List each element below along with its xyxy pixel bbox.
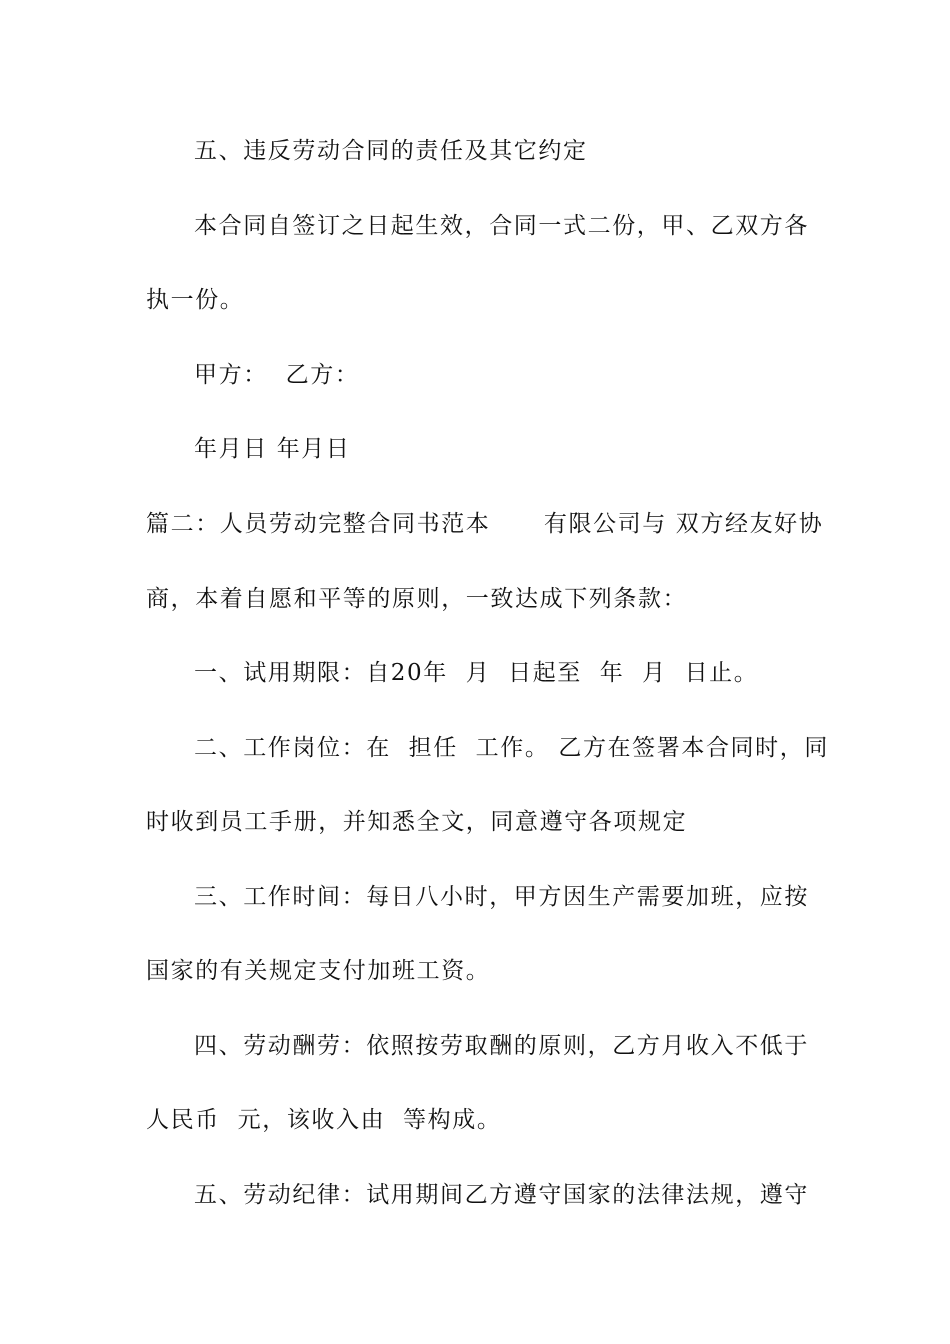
clause-line: 四、劳动酬劳：依照按劳取酬的原则，乙方月收入不低于 <box>194 1033 809 1059</box>
paragraph-line: 国家的有关规定支付加班工资。 <box>146 958 491 984</box>
paragraph-line: 本合同自签订之日起生效，合同一式二份，甲、乙双方各 <box>194 213 809 239</box>
clause-line: 二、工作岗位：在 担任 工作。 乙方在签署本合同时，同 <box>194 735 829 761</box>
paragraph-line: 时收到员工手册，并知悉全文，同意遵守各项规定 <box>146 809 688 835</box>
paragraph-line: 人民币 元，该收入由 等构成。 <box>146 1107 502 1133</box>
section-heading: 五、违反劳动合同的责任及其它约定 <box>194 138 588 164</box>
clause-line: 三、工作时间：每日八小时，甲方因生产需要加班，应按 <box>194 884 809 910</box>
signature-parties-line: 甲方： 乙方： <box>194 362 360 388</box>
paragraph-line: 商，本着自愿和平等的原则，一致达成下列条款： <box>146 586 688 612</box>
clause-line: 一、试用期限：自20年 月 日起至 年 月 日止。 <box>194 660 759 686</box>
paragraph-line: 执一份。 <box>146 287 245 313</box>
chapter-heading: 篇二：人员劳动完整合同书范本 有限公司与 双方经友好协 <box>146 511 824 537</box>
clause-line: 五、劳动纪律：试用期间乙方遵守国家的法律法规，遵守 <box>194 1182 809 1208</box>
signature-date-line: 年月日 年月日 <box>194 436 351 462</box>
